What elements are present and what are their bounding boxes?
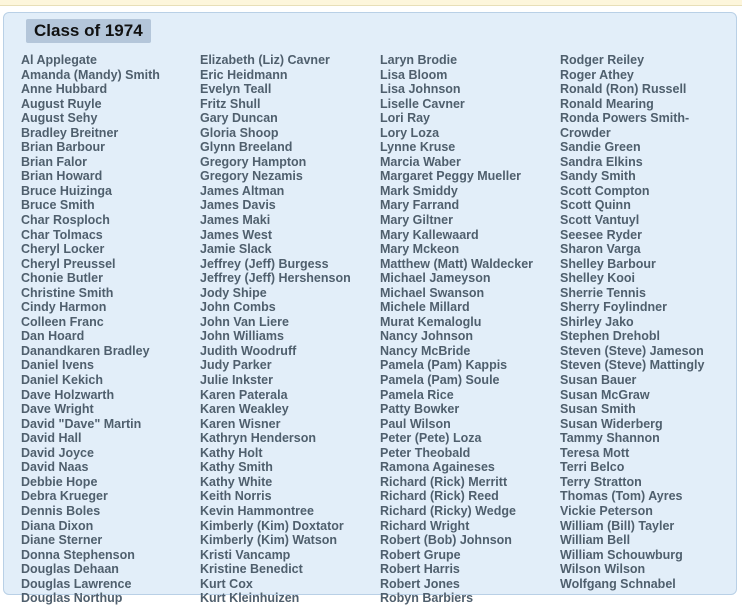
classmate-name[interactable]: Char Rosploch xyxy=(21,213,110,228)
classmate-name[interactable]: August Sehy xyxy=(21,111,98,126)
classmate-name[interactable]: Sandy Smith xyxy=(560,169,636,184)
classmate-name[interactable]: Terry Stratton xyxy=(560,474,642,489)
classmate-name[interactable]: Shelley Kooi xyxy=(560,271,636,286)
classmate-name[interactable]: Matthew (Matt) Waldecker xyxy=(380,256,534,271)
classmate-name[interactable]: Chonie Butler xyxy=(21,271,103,286)
classmate-name[interactable]: Richard (Rick) Merritt xyxy=(380,474,508,489)
name-column-4 xyxy=(560,53,704,591)
classmate-name[interactable]: Diana Dixon xyxy=(21,518,94,533)
classmate-name[interactable]: Peter (Pete) Loza xyxy=(380,431,482,446)
classmate-name[interactable]: Wolfgang Schnabel xyxy=(560,576,676,591)
classmate-name[interactable]: Murat Kemaloglu xyxy=(380,314,482,329)
classmate-name[interactable]: Dan Hoard xyxy=(21,329,85,344)
classmate-name[interactable]: Ronald (Ron) Russell xyxy=(560,82,687,97)
classmate-name[interactable]: Cheryl Preussel xyxy=(21,256,116,271)
classmate-name[interactable]: Pamela (Pam) Kappis xyxy=(380,358,508,373)
classmate-name[interactable]: Bruce Smith xyxy=(21,198,95,213)
classmate-name[interactable]: Jody Shipe xyxy=(200,285,267,300)
classmate-name[interactable]: Laryn Brodie xyxy=(380,53,458,67)
classmate-name[interactable]: Roger Athey xyxy=(560,67,634,82)
classmate-name[interactable]: Eric Heidmann xyxy=(200,67,288,82)
classmate-name[interactable]: Scott Vantuyl xyxy=(560,213,640,228)
classmate-name[interactable]: Elizabeth (Liz) Cavner xyxy=(200,53,330,67)
classmate-name[interactable]: Keith Norris xyxy=(200,489,272,504)
classmate-name[interactable]: Ramona Againeses xyxy=(380,460,495,475)
classmate-name[interactable]: Anne Hubbard xyxy=(21,82,108,97)
classmate-name[interactable]: Vickie Peterson xyxy=(560,503,653,518)
classmate-name[interactable]: Debra Krueger xyxy=(21,489,108,504)
classmate-name[interactable]: Evelyn Teall xyxy=(200,82,272,97)
classmate-name[interactable]: David "Dave" Martin xyxy=(21,416,142,431)
classmate-name[interactable]: Lisa Johnson xyxy=(380,82,461,97)
classmate-name[interactable]: Daniel Kekich xyxy=(21,373,103,388)
classmate-name[interactable]: Mary Kallewaard xyxy=(380,227,479,242)
classmate-name[interactable]: Pamela Rice xyxy=(380,387,454,402)
classmate-name[interactable]: Ronald Mearing xyxy=(560,96,654,111)
classmate-name[interactable]: Donna Stephenson xyxy=(21,547,135,562)
classmate-name[interactable]: John Van Liere xyxy=(200,314,289,329)
classmate-name[interactable]: August Ruyle xyxy=(21,96,102,111)
classmate-name[interactable]: Diane Sterner xyxy=(21,533,103,548)
classmate-name[interactable]: David Joyce xyxy=(21,445,94,460)
classmate-name[interactable]: Danandkaren Bradley xyxy=(21,343,150,358)
classmate-name[interactable]: Liselle Cavner xyxy=(380,96,465,111)
classmate-name[interactable]: Karen Weakley xyxy=(200,402,289,417)
classmate-name[interactable]: Gary Duncan xyxy=(200,111,278,126)
name-column-1 xyxy=(21,53,160,606)
classmate-name[interactable]: Richard (Ricky) Wedge xyxy=(380,503,516,518)
classmate-name[interactable]: Paul Wilson xyxy=(380,416,451,431)
classmate-name[interactable]: Debbie Hope xyxy=(21,474,98,489)
classmate-name[interactable]: John Combs xyxy=(200,300,276,315)
classmate-name[interactable]: Lori Ray xyxy=(380,111,431,126)
classmate-name[interactable]: Ronda Powers Smith- xyxy=(560,111,690,126)
classmate-name[interactable]: Robert Grupe xyxy=(380,547,461,562)
classmate-name[interactable]: Scott Compton xyxy=(560,183,650,198)
classmate-name[interactable]: Gloria Shoop xyxy=(200,125,279,140)
classmate-name[interactable]: Douglas Lawrence xyxy=(21,576,132,591)
classmate-name[interactable]: Stephen Drehobl xyxy=(560,329,661,344)
classmate-name[interactable]: Brian Falor xyxy=(21,154,87,169)
classmate-name[interactable]: Fritz Shull xyxy=(200,96,261,111)
classmate-name[interactable]: James Davis xyxy=(200,198,276,213)
classmate-name[interactable]: Shelley Barbour xyxy=(560,256,656,271)
classmate-name[interactable]: Shirley Jako xyxy=(560,314,634,329)
classmate-name[interactable]: Judith Woodruff xyxy=(200,343,297,358)
classmate-name[interactable]: Judy Parker xyxy=(200,358,272,373)
classmate-name[interactable]: Jeffrey (Jeff) Burgess xyxy=(200,256,329,271)
classmate-name[interactable]: Sherrie Tennis xyxy=(560,285,646,300)
classmate-name[interactable]: Jeffrey (Jeff) Hershenson xyxy=(200,271,351,286)
classmate-name[interactable]: Colleen Franc xyxy=(21,314,104,329)
classmate-name[interactable]: Kristine Benedict xyxy=(200,562,303,577)
classmate-name[interactable]: Kimberly (Kim) Doxtator xyxy=(200,518,344,533)
classmate-name[interactable]: Crowder xyxy=(560,125,611,140)
classmate-name[interactable]: Thomas (Tom) Ayres xyxy=(560,489,683,504)
classmate-name[interactable]: Nancy McBride xyxy=(380,343,471,358)
classmate-name[interactable]: James West xyxy=(200,227,273,242)
classmate-name[interactable]: James Maki xyxy=(200,213,271,228)
classmate-name[interactable]: Gregory Hampton xyxy=(200,154,307,169)
classmate-name[interactable]: Marcia Waber xyxy=(380,154,461,169)
classmate-name[interactable]: Tammy Shannon xyxy=(560,431,660,446)
classmate-name[interactable]: Susan Bauer xyxy=(560,373,637,388)
classmate-name[interactable]: Steven (Steve) Jameson xyxy=(560,343,704,358)
classmate-name[interactable]: Teresa Mott xyxy=(560,445,630,460)
classmate-name[interactable]: Kathy Holt xyxy=(200,445,263,460)
classmate-name[interactable]: Kurt Cox xyxy=(200,576,253,591)
classmate-name[interactable]: John Williams xyxy=(200,329,284,344)
classmate-name[interactable]: David Naas xyxy=(21,460,89,475)
classmate-name[interactable]: Kathy White xyxy=(200,474,273,489)
classmate-name[interactable]: Pamela (Pam) Soule xyxy=(380,373,500,388)
classmate-name[interactable]: Cindy Harmon xyxy=(21,300,107,315)
classmate-name[interactable]: Lisa Bloom xyxy=(380,67,448,82)
classmate-name[interactable]: Rodger Reiley xyxy=(560,53,645,67)
classmate-name[interactable]: Bruce Huizinga xyxy=(21,183,112,198)
classmate-name[interactable]: Douglas Dehaan xyxy=(21,562,119,577)
classmate-name[interactable]: Patty Bowker xyxy=(380,402,460,417)
classmate-name[interactable]: Nancy Johnson xyxy=(380,329,474,344)
classmate-name[interactable]: Lynne Kruse xyxy=(380,140,456,155)
classmate-name[interactable]: Lory Loza xyxy=(380,125,440,140)
classmate-name[interactable]: Robert Harris xyxy=(380,562,460,577)
classmate-name[interactable]: Char Tolmacs xyxy=(21,227,103,242)
classmate-name[interactable]: David Hall xyxy=(21,431,82,446)
classmate-name[interactable]: Dennis Boles xyxy=(21,503,101,518)
classmate-name[interactable]: Karen Paterala xyxy=(200,387,288,402)
classmate-name[interactable]: Terri Belco xyxy=(560,460,625,475)
classmate-name[interactable]: Kristi Vancamp xyxy=(200,547,291,562)
classmate-name[interactable]: Robyn Barbiers xyxy=(380,591,474,606)
classmate-name[interactable]: Christine Smith xyxy=(21,285,114,300)
classmate-name[interactable]: Robert (Bob) Johnson xyxy=(380,533,512,548)
classmate-name[interactable]: Cheryl Locker xyxy=(21,242,105,257)
name-column-3 xyxy=(380,53,533,606)
classmate-name[interactable]: Richard Wright xyxy=(380,518,470,533)
classmate-name[interactable]: Scott Quinn xyxy=(560,198,631,213)
classmate-name[interactable]: William (Bill) Tayler xyxy=(560,518,675,533)
classmate-name[interactable]: Susan Widerberg xyxy=(560,416,663,431)
classmate-name[interactable]: Karen Wisner xyxy=(200,416,281,431)
classmate-name[interactable]: Mark Smiddy xyxy=(380,183,458,198)
classmate-name[interactable]: Brian Barbour xyxy=(21,140,106,155)
classmate-name[interactable]: Susan McGraw xyxy=(560,387,650,402)
classmate-name[interactable]: Kurt Kleinhuizen xyxy=(200,591,300,606)
classmate-name[interactable]: Mary Giltner xyxy=(380,213,453,228)
classmate-name[interactable]: Kevin Hammontree xyxy=(200,503,314,518)
classmate-name[interactable]: Michael Swanson xyxy=(380,285,485,300)
classmate-name[interactable]: Sherry Foylindner xyxy=(560,300,667,315)
classmate-name[interactable]: Sandra Elkins xyxy=(560,154,643,169)
classmate-name[interactable]: William Schouwburg xyxy=(560,547,683,562)
classmate-name[interactable]: Michael Jameyson xyxy=(380,271,491,286)
classmate-name[interactable]: Julie Inkster xyxy=(200,373,273,388)
classmate-name[interactable]: Mary Farrand xyxy=(380,198,460,213)
classmate-name[interactable]: Douglas Northup xyxy=(21,591,123,606)
classmate-name[interactable]: Jamie Slack xyxy=(200,242,272,257)
classmate-name[interactable]: Bradley Breitner xyxy=(21,125,119,140)
classmate-name[interactable]: Kathy Smith xyxy=(200,460,273,475)
classmate-name[interactable]: Michele Millard xyxy=(380,300,470,315)
classmate-name[interactable]: Richard (Rick) Reed xyxy=(380,489,499,504)
classmate-name[interactable]: Margaret Peggy Mueller xyxy=(380,169,522,184)
classmate-name[interactable]: Susan Smith xyxy=(560,402,636,417)
classmate-name[interactable]: Mary Mckeon xyxy=(380,242,460,257)
classmate-name[interactable]: Robert Jones xyxy=(380,576,460,591)
classmate-name[interactable]: James Altman xyxy=(200,183,285,198)
classmate-name[interactable]: Daniel Ivens xyxy=(21,358,94,373)
classmate-name[interactable]: Sandie Green xyxy=(560,140,641,155)
classmate-name[interactable]: Sharon Varga xyxy=(560,242,641,257)
classmate-name[interactable]: Kimberly (Kim) Watson xyxy=(200,533,338,548)
classmate-name[interactable]: Gregory Nezamis xyxy=(200,169,303,184)
classmate-name[interactable]: Amanda (Mandy) Smith xyxy=(21,67,160,82)
class-title: Class of 1974 xyxy=(26,19,151,43)
classmate-name[interactable]: Brian Howard xyxy=(21,169,103,184)
classmate-name[interactable]: Seesee Ryder xyxy=(560,227,643,242)
classmate-name[interactable]: Glynn Breeland xyxy=(200,140,293,155)
classmate-name[interactable]: Peter Theobald xyxy=(380,445,471,460)
classmate-name[interactable]: Steven (Steve) Mattingly xyxy=(560,358,705,373)
classmate-name[interactable]: Kathryn Henderson xyxy=(200,431,316,446)
class-panel xyxy=(3,12,737,606)
classmate-name[interactable]: William Bell xyxy=(560,533,631,548)
classmate-name[interactable]: Al Applegate xyxy=(21,53,97,67)
classmate-name[interactable]: Wilson Wilson xyxy=(560,562,646,577)
name-column-2 xyxy=(200,53,351,606)
classmate-name[interactable]: Dave Wright xyxy=(21,402,94,417)
classmate-name[interactable]: Dave Holzwarth xyxy=(21,387,115,402)
top-strip xyxy=(0,0,742,6)
